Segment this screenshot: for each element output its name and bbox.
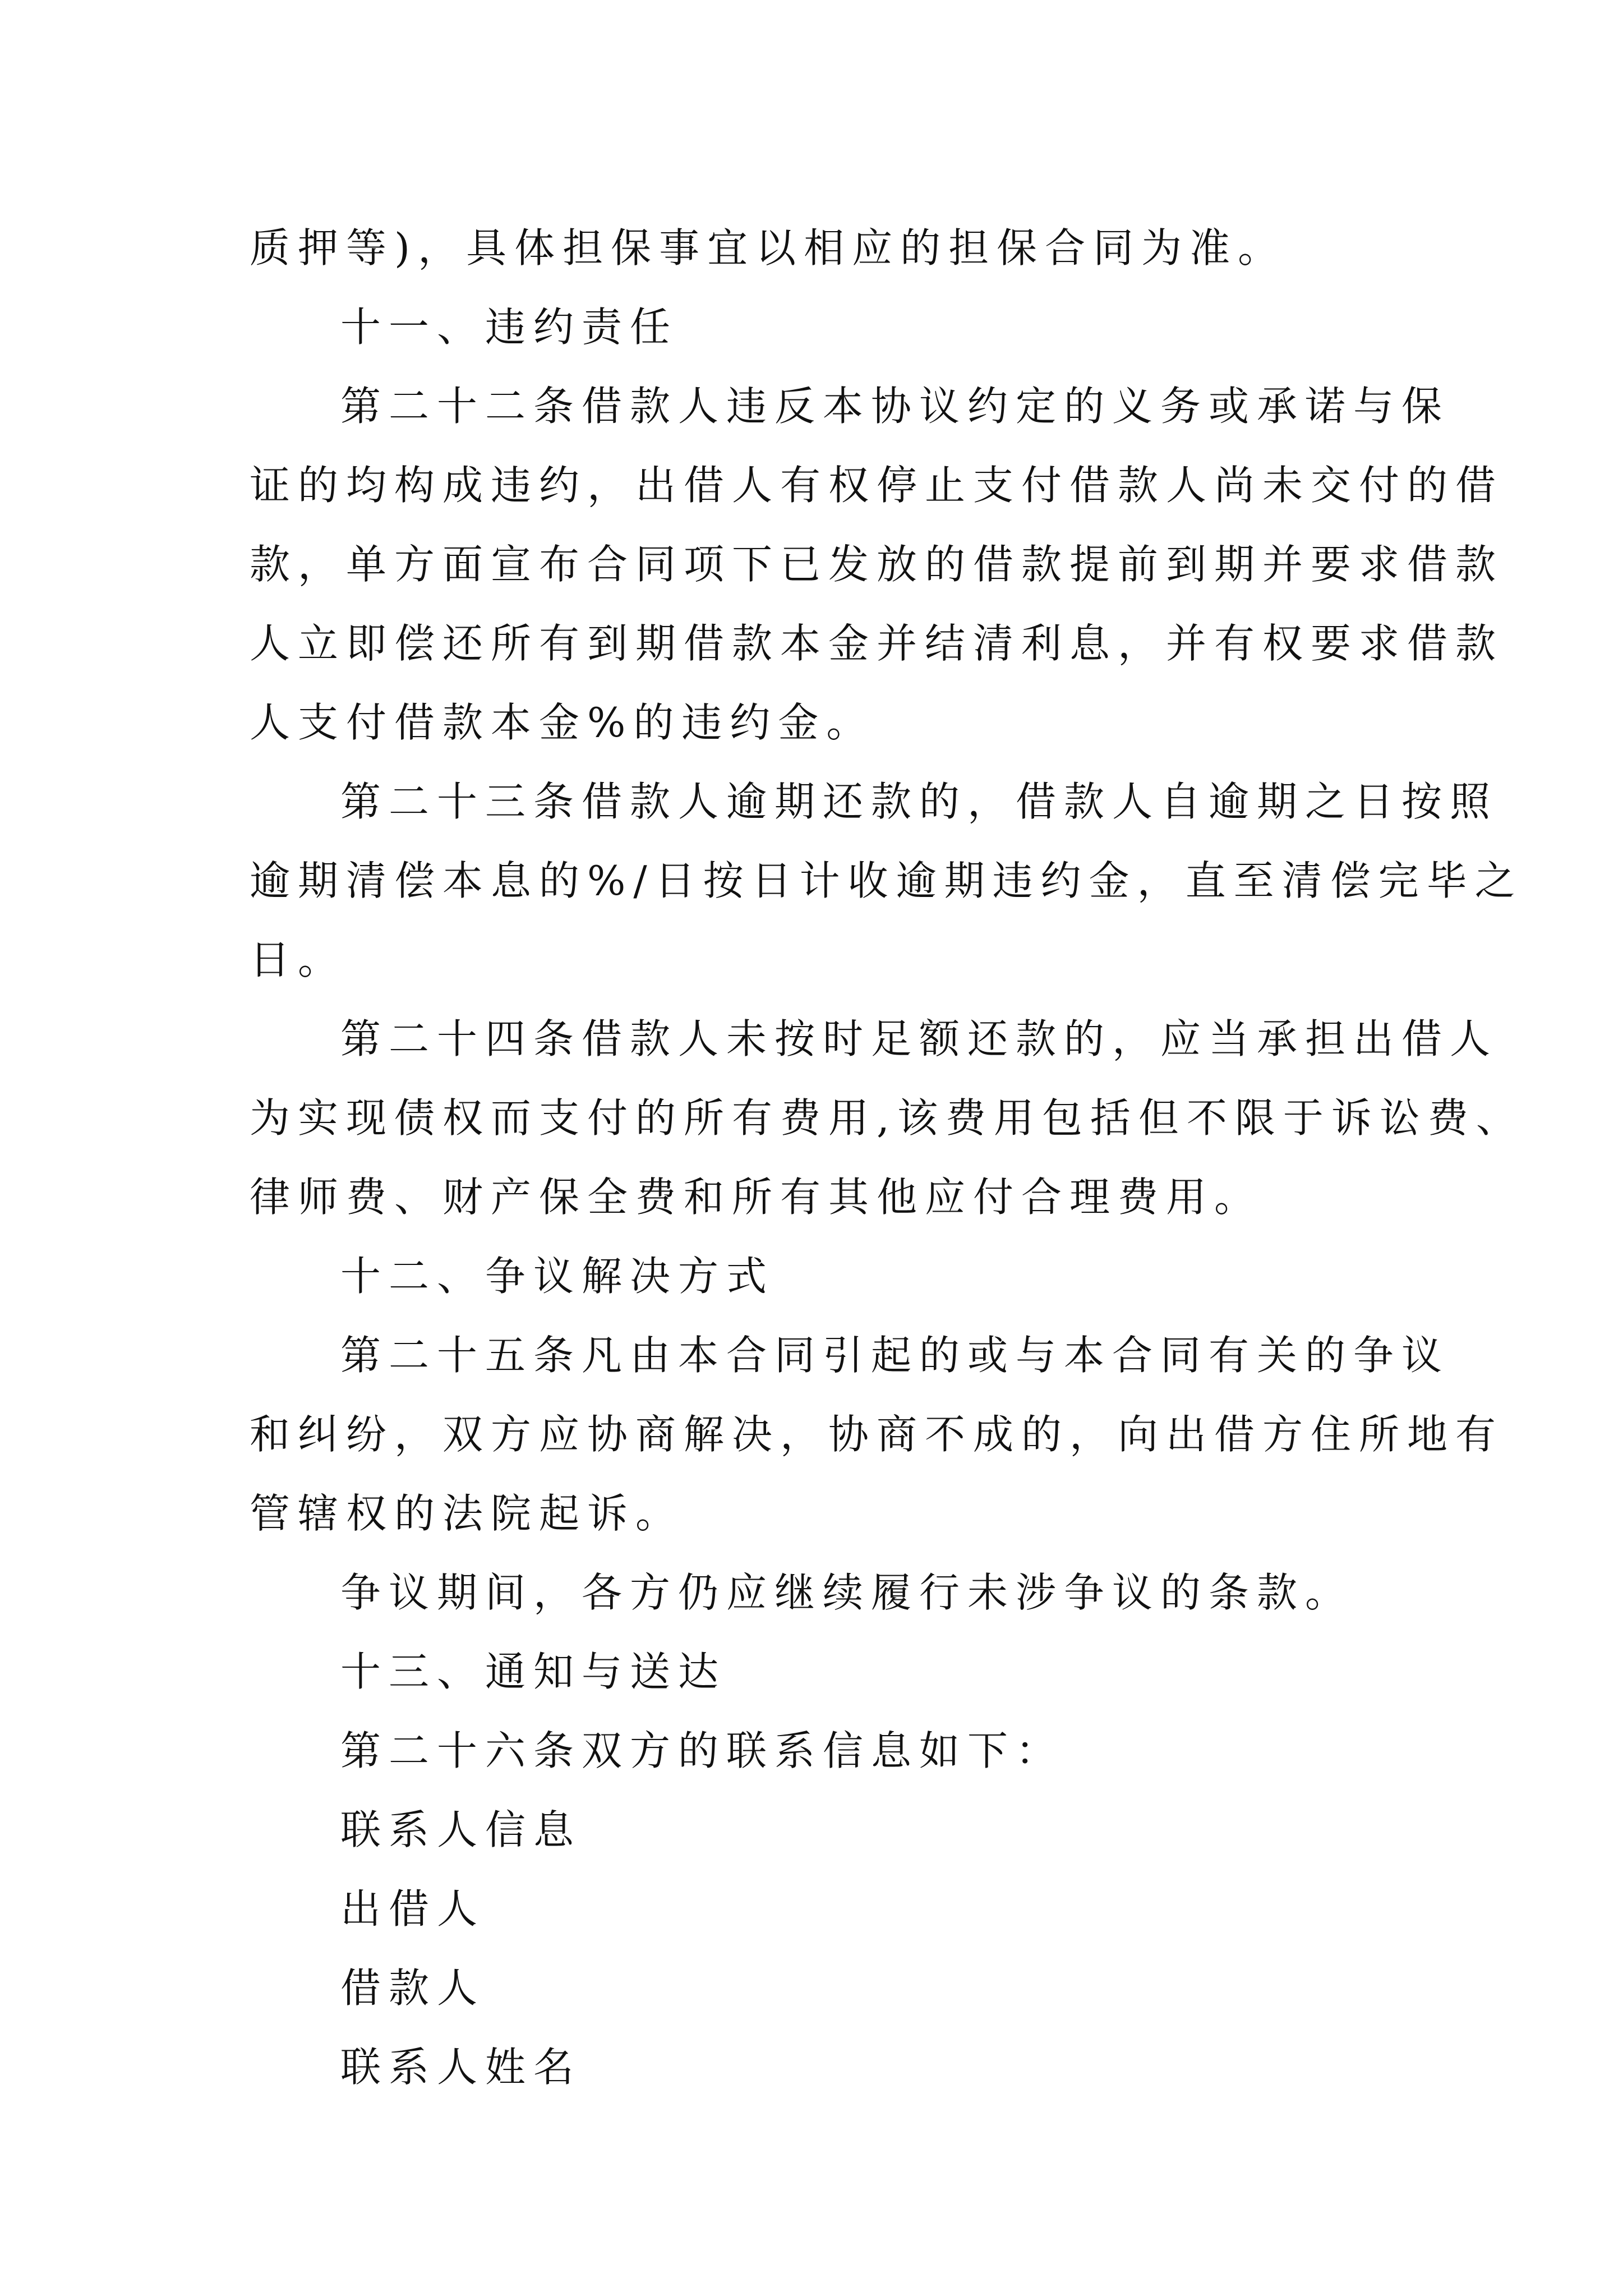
article-23-line-1: 第二十三条借款人逾期还款的，借款人自逾期之日按照	[340, 778, 1498, 825]
article-22-line-5: 人支付借款本金%的违约金。	[250, 699, 875, 746]
contact-info-label: 联系人信息	[340, 1806, 582, 1853]
article-25-line-1: 第二十五条凡由本合同引起的或与本合同有关的争议	[340, 1332, 1450, 1379]
lender-label: 出借人	[340, 1885, 486, 1932]
article-23-line-2: 逾期清偿本息的%/日按日计收逾期违约金，直至清偿完毕之	[250, 857, 1523, 904]
article-22-line-4: 人立即偿还所有到期借款本金并结清利息，并有权要求借款	[250, 620, 1504, 667]
borrower-label: 借款人	[340, 1964, 486, 2012]
article-23-line-3: 日。	[250, 936, 347, 983]
text-line-guarantee-end: 质押等)，具体担保事宜以相应的担保合同为准。	[250, 224, 1287, 272]
section-heading-dispute: 十二、争议解决方式	[340, 1253, 775, 1300]
article-25-line-3: 管辖权的法院起诉。	[250, 1490, 684, 1537]
contact-name-label: 联系人姓名	[340, 2044, 582, 2091]
document-body	[250, 209, 1524, 2107]
article-24-line-2: 为实现债权而支付的所有费用,该费用包括但不限于诉讼费、	[250, 1094, 1524, 1142]
section-heading-notice: 十三、通知与送达	[340, 1648, 727, 1695]
article-22-line-1: 第二十二条借款人违反本协议约定的义务或承诺与保	[340, 383, 1450, 430]
article-22-line-3: 款，单方面宣布合同项下已发放的借款提前到期并要求借款	[250, 541, 1504, 588]
article-25-line-2: 和纠纷，双方应协商解决，协商不成的，向出借方住所地有	[250, 1411, 1504, 1458]
article-24-line-1: 第二十四条借款人未按时足额还款的，应当承担出借人	[340, 1015, 1498, 1062]
section-heading-breach: 十一、违约责任	[340, 303, 679, 351]
article-24-line-3: 律师费、财产保全费和所有其他应付合理费用。	[250, 1174, 1263, 1221]
dispute-period-clause: 争议期间，各方仍应继续履行未涉争议的条款。	[340, 1569, 1354, 1616]
article-26-line-1: 第二十六条双方的联系信息如下：	[340, 1727, 1064, 1774]
article-22-line-2: 证的均构成违约，出借人有权停止支付借款人尚未交付的借	[250, 462, 1504, 509]
